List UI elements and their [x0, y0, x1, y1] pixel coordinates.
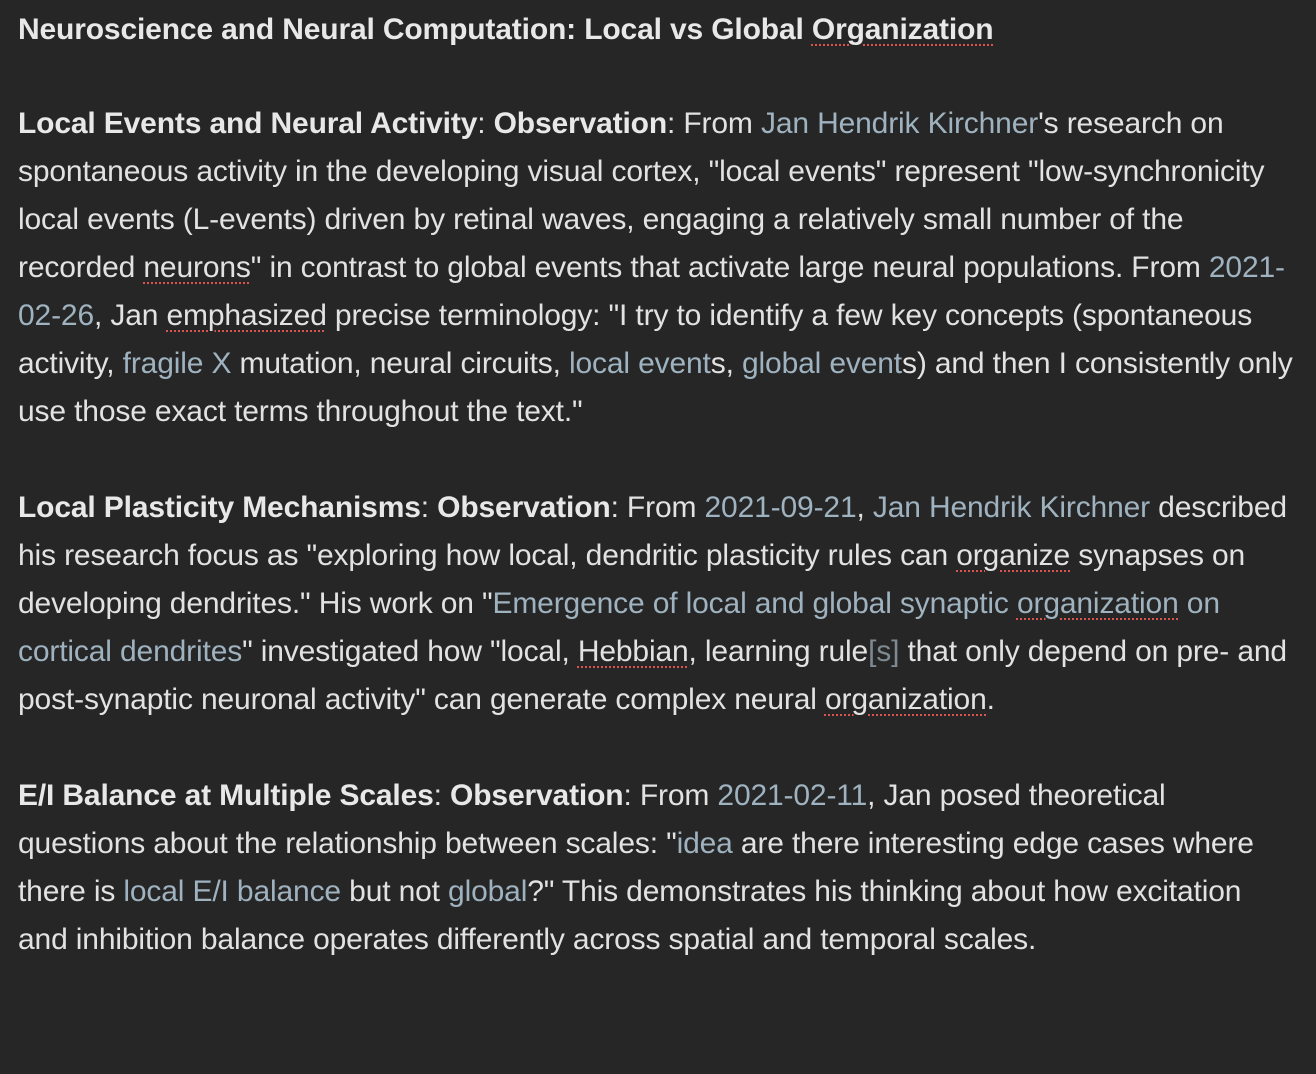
- link-text: on cortical dendrites: [18, 587, 1220, 668]
- spellcheck-word-hebbian[interactable]: Hebbian: [577, 635, 689, 668]
- section-heading: Local Plasticity Mechanisms: [18, 491, 421, 524]
- body-text: described his research focus as "exploring how local, dendritic plasticity rules can: [18, 491, 1287, 572]
- link-idea[interactable]: idea: [676, 827, 733, 860]
- paragraph-local-events: [18, 100, 1298, 436]
- separator: :: [420, 491, 438, 524]
- spellcheck-word-emphasized[interactable]: emphasized: [166, 299, 327, 332]
- body-text: , Jan posed theoretical questions about the relationship between scales: ": [18, 779, 1166, 860]
- body-text: ?" This demonstrates his thinking about how excitation and inhibition balance operates differently across spatial and temporal scales.: [18, 875, 1242, 956]
- body-text: ,: [856, 491, 873, 524]
- body-text: s,: [710, 347, 742, 380]
- spellcheck-word-organization[interactable]: organization: [824, 683, 987, 716]
- body-text: 's research on spontaneous activity in the developing visual cortex, "local events" represent "low-synchronicity local events (L-events) driven by retinal waves, engaging a relatively small number of the recorded: [18, 107, 1265, 284]
- body-text: " investigated how "local,: [242, 635, 578, 668]
- link-jan-hendrik-kirchner[interactable]: Jan Hendrik Kirchner: [872, 491, 1150, 524]
- observation-label: Observation: [493, 107, 668, 140]
- section-heading: E/I Balance at Multiple Scales: [18, 779, 434, 812]
- link-date[interactable]: 2021-09-21: [704, 491, 857, 524]
- observation-label: Observation: [450, 779, 624, 812]
- body-text: s) and then I consistently only use those exact terms throughout the text.": [18, 347, 1293, 428]
- body-text: that only depend on pre- and post-synaptic neuronal activity" can generate complex neural: [18, 635, 1287, 716]
- link-date[interactable]: 2021-02-11: [717, 779, 868, 812]
- paragraph-local-plasticity: [18, 484, 1298, 724]
- link-text: Emergence of local and global synaptic: [492, 587, 1017, 620]
- link-global[interactable]: global: [448, 875, 528, 908]
- body-text: , learning rule: [688, 635, 869, 668]
- body-text: mutation, neural circuits,: [231, 347, 569, 380]
- link-global-events[interactable]: global event: [741, 347, 902, 380]
- bracket-insertion: [s]: [868, 635, 900, 668]
- link-local-events[interactable]: local event: [568, 347, 711, 380]
- body-text: : From: [623, 779, 718, 812]
- spellcheck-word-organize[interactable]: organize: [956, 539, 1071, 572]
- link-date[interactable]: 2021-02-26: [18, 251, 1285, 332]
- body-text: : From: [610, 491, 705, 524]
- page-title: [18, 8, 1298, 52]
- spellcheck-word-organization[interactable]: Organization: [811, 13, 994, 46]
- body-text: : From: [667, 107, 761, 140]
- body-text: " in contrast to global events that activate large neural populations. From: [250, 251, 1209, 284]
- paragraph-ei-balance: [18, 772, 1298, 964]
- separator: :: [477, 107, 494, 140]
- section-heading: Local Events and Neural Activity: [18, 107, 478, 140]
- body-text: , Jan: [93, 299, 167, 332]
- link-fragile-x[interactable]: fragile X: [122, 347, 232, 380]
- separator: :: [433, 779, 451, 812]
- body-text: synapses on developing dendrites." His work on ": [18, 539, 1246, 620]
- title-text: Neuroscience and Neural Computation: Local vs Global: [18, 13, 812, 46]
- spellcheck-word-neurons[interactable]: neurons: [143, 251, 251, 284]
- link-jan-hendrik-kirchner[interactable]: Jan Hendrik Kirchner: [760, 107, 1039, 140]
- spellcheck-word-organization[interactable]: organization: [1016, 587, 1179, 620]
- body-text: are there interesting edge cases where there is: [18, 827, 1254, 908]
- link-local-ei-balance[interactable]: local E/I balance: [123, 875, 341, 908]
- body-text: precise terminology: "I try to identify a few key concepts (spontaneous activity,: [18, 299, 1253, 380]
- body-text: but not: [340, 875, 449, 908]
- observation-label: Observation: [437, 491, 611, 524]
- body-text: .: [986, 683, 995, 716]
